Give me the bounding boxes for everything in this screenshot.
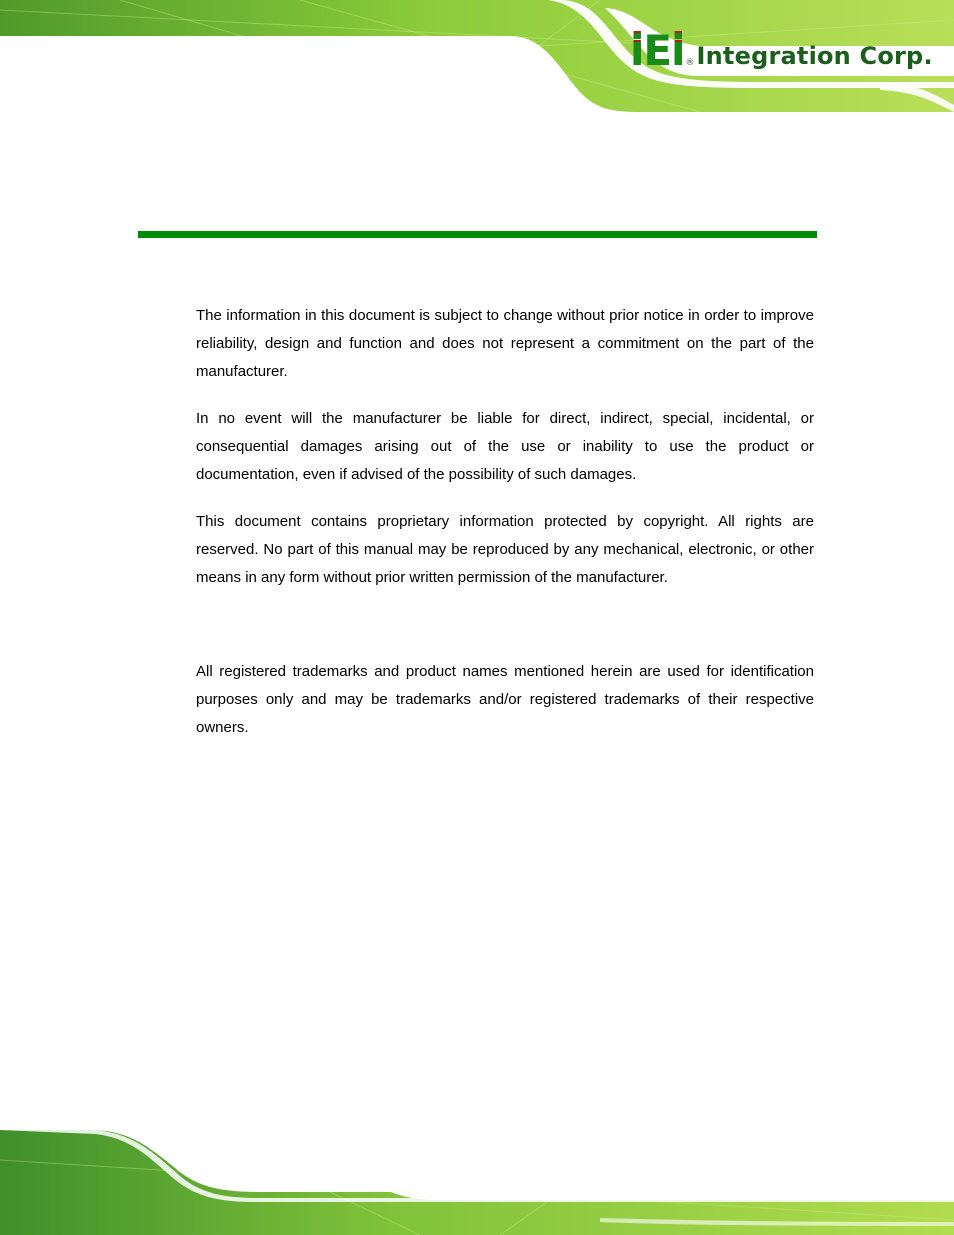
paragraph-trademarks: All registered trademarks and product names mentioned herein are used for identification purposes only and may be trademarks and/or registered trademarks of their respective owners. (196, 663, 814, 736)
logo-text: Integration Corp. (696, 42, 933, 70)
paragraph-liability: In no event will the manufacturer be liable for direct, indirect, special, incidental, or consequential damages arising out of the use or inability to use the product or documentation, even if advised of the possibility of such damages. (196, 410, 814, 483)
paragraph-notice: The information in this document is subject to change without prior notice in order to improve reliability, design and function and does not represent a commitment on the part of the manufacturer. (196, 307, 814, 380)
company-logo (630, 26, 933, 75)
footer-banner (0, 1130, 954, 1235)
registered-mark: ® (685, 58, 695, 68)
logo-mark: iEi (630, 26, 685, 75)
document-body (196, 302, 814, 742)
paragraph-copyright: This document contains proprietary information protected by copyright. All rights are reserved. No part of this manual may be reproduced by any mechanical, electronic, or other means in any form without prior written permission of the manufacturer. (196, 513, 814, 586)
section-divider (138, 231, 817, 238)
